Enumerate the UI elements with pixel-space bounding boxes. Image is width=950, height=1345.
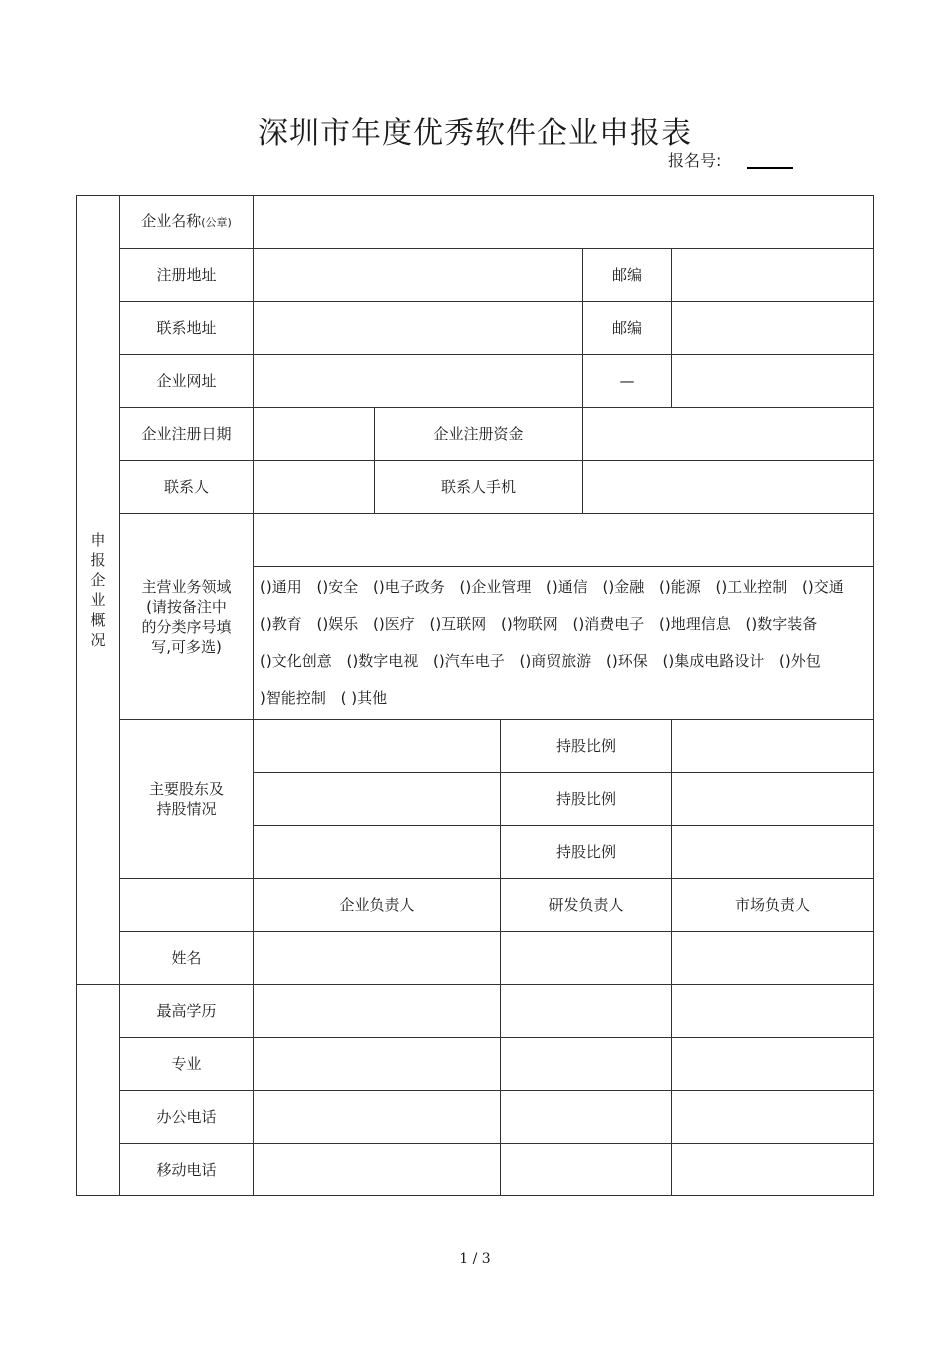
company-name-label-cell — [120, 196, 254, 249]
shareholder-name-field[interactable] — [254, 826, 501, 879]
section-side-continuation — [77, 985, 120, 1196]
side-char: 企 — [90, 571, 106, 589]
people-row-label-name: 姓名 — [120, 932, 254, 985]
registration-number-blank[interactable] — [747, 167, 793, 169]
business-category-option[interactable]: ()工业控制 — [715, 578, 788, 596]
business-category-option[interactable]: ()金融 — [602, 578, 645, 596]
share-ratio-label: 持股比例 — [501, 773, 672, 826]
business-category-option[interactable]: ()外包 — [779, 652, 821, 670]
registered-capital-label: 企业注册资金 — [375, 408, 583, 461]
business-category-option[interactable]: ()地理信息 — [659, 615, 731, 633]
company-name-label: 企业名称 — [141, 212, 202, 230]
business-category-option[interactable]: ()数字电视 — [346, 652, 419, 670]
contact-person-field[interactable] — [254, 461, 375, 514]
registered-address-field[interactable] — [254, 249, 583, 302]
page-number: 1 / 3 — [459, 1251, 491, 1267]
main-business-field[interactable] — [254, 514, 874, 567]
business-category-option[interactable]: ()企业管理 — [459, 578, 532, 596]
people-row-label-major: 专业 — [120, 1038, 254, 1091]
ceo-office-phone-field[interactable] — [254, 1091, 501, 1144]
business-category-option[interactable]: ()医疗 — [373, 615, 415, 633]
main-business-label: 主营业务领域 — [141, 577, 232, 596]
people-row-label-office-phone: 办公电话 — [120, 1091, 254, 1144]
main-business-label-cell — [120, 514, 254, 720]
page-title: 深圳市年度优秀软件企业申报表 — [258, 116, 692, 151]
side-char: 业 — [90, 591, 106, 609]
marketing-name-field[interactable] — [672, 932, 874, 985]
rd-mobile-field[interactable] — [501, 1144, 672, 1196]
company-name-field[interactable] — [254, 196, 874, 249]
contact-address-label: 联系地址 — [120, 302, 254, 355]
company-seal-note: (公章) — [201, 216, 232, 229]
main-business-note: 的分类序号填 — [141, 617, 232, 636]
business-category-list — [254, 567, 874, 720]
application-form-table — [76, 195, 874, 1196]
registered-address-label: 注册地址 — [120, 249, 254, 302]
main-business-note: 写,可多选) — [151, 637, 222, 656]
postcode-label: 邮编 — [583, 302, 672, 355]
website-label: 企业网址 — [120, 355, 254, 408]
rd-office-phone-field[interactable] — [501, 1091, 672, 1144]
marketing-mobile-field[interactable] — [672, 1144, 874, 1196]
business-category-option[interactable]: ()教育 — [260, 615, 302, 633]
contact-postcode-field[interactable] — [672, 302, 874, 355]
share-ratio-field[interactable] — [672, 720, 874, 773]
registration-date-label: 企业注册日期 — [120, 408, 254, 461]
marketing-education-field[interactable] — [672, 985, 874, 1038]
section-header-company-overview — [77, 196, 120, 985]
people-header-marketing: 市场负责人 — [672, 879, 874, 932]
shareholders-label: 主要股东及 — [148, 780, 224, 798]
ceo-mobile-field[interactable] — [254, 1144, 501, 1196]
side-char: 况 — [90, 631, 106, 649]
ceo-name-field[interactable] — [254, 932, 501, 985]
postcode-label: 邮编 — [583, 249, 672, 302]
rd-education-field[interactable] — [501, 985, 672, 1038]
share-ratio-label: 持股比例 — [501, 720, 672, 773]
people-header-rd: 研发负责人 — [501, 879, 672, 932]
main-business-note: (请按备注中 — [146, 597, 227, 616]
business-category-option[interactable]: ()互联网 — [429, 615, 487, 633]
people-row-label-education: 最高学历 — [120, 985, 254, 1038]
side-char: 申 — [90, 531, 106, 549]
business-category-option[interactable]: ()物联网 — [501, 615, 558, 633]
business-category-option[interactable]: ()文化创意 — [260, 652, 332, 670]
contact-address-field[interactable] — [254, 302, 583, 355]
side-char: 概 — [90, 611, 106, 629]
ceo-major-field[interactable] — [254, 1038, 501, 1091]
business-category-option[interactable]: )智能控制 — [260, 689, 326, 707]
business-category-option[interactable]: ()商贸旅游 — [519, 652, 592, 670]
contact-mobile-field[interactable] — [583, 461, 874, 514]
people-row-label-mobile: 移动电话 — [120, 1144, 254, 1196]
rd-major-field[interactable] — [501, 1038, 672, 1091]
business-category-option[interactable]: ()集成电路设计 — [662, 652, 765, 670]
business-category-option[interactable]: ()消费电子 — [572, 615, 645, 633]
business-category-option[interactable]: ()数字装备 — [745, 615, 818, 633]
website-extra-field[interactable] — [672, 355, 874, 408]
business-category-option[interactable]: ()通用 — [260, 578, 302, 596]
business-category-option[interactable]: ()娱乐 — [316, 615, 359, 633]
people-header-blank — [120, 879, 254, 932]
registered-capital-field[interactable] — [583, 408, 874, 461]
business-category-option[interactable]: ()能源 — [659, 578, 701, 596]
registered-postcode-field[interactable] — [672, 249, 874, 302]
business-category-option[interactable]: ()安全 — [316, 578, 359, 596]
contact-person-label: 联系人 — [120, 461, 254, 514]
ceo-education-field[interactable] — [254, 985, 501, 1038]
contact-mobile-label: 联系人手机 — [375, 461, 583, 514]
side-char: 报 — [90, 551, 106, 569]
business-category-option[interactable]: ()通信 — [546, 578, 588, 596]
business-category-option[interactable]: ()环保 — [606, 652, 648, 670]
rd-name-field[interactable] — [501, 932, 672, 985]
shareholder-name-field[interactable] — [254, 773, 501, 826]
people-header-ceo: 企业负责人 — [254, 879, 501, 932]
business-category-option[interactable]: ( )其他 — [340, 689, 388, 707]
registration-date-field[interactable] — [254, 408, 375, 461]
registration-number-label: 报名号: — [668, 151, 722, 170]
shareholders-label: 持股情况 — [156, 800, 217, 818]
marketing-major-field[interactable] — [672, 1038, 874, 1091]
shareholders-label-cell — [120, 720, 254, 879]
shareholder-name-field[interactable] — [254, 720, 501, 773]
share-ratio-field[interactable] — [672, 826, 874, 879]
website-extra-label: — — [583, 355, 672, 408]
marketing-office-phone-field[interactable] — [672, 1091, 874, 1144]
business-category-option[interactable]: ()电子政务 — [373, 578, 445, 596]
share-ratio-field[interactable] — [672, 773, 874, 826]
business-category-option[interactable]: ()汽车电子 — [433, 652, 505, 670]
business-category-option[interactable]: ()交通 — [802, 578, 844, 596]
share-ratio-label: 持股比例 — [501, 826, 672, 879]
website-field[interactable] — [254, 355, 583, 408]
